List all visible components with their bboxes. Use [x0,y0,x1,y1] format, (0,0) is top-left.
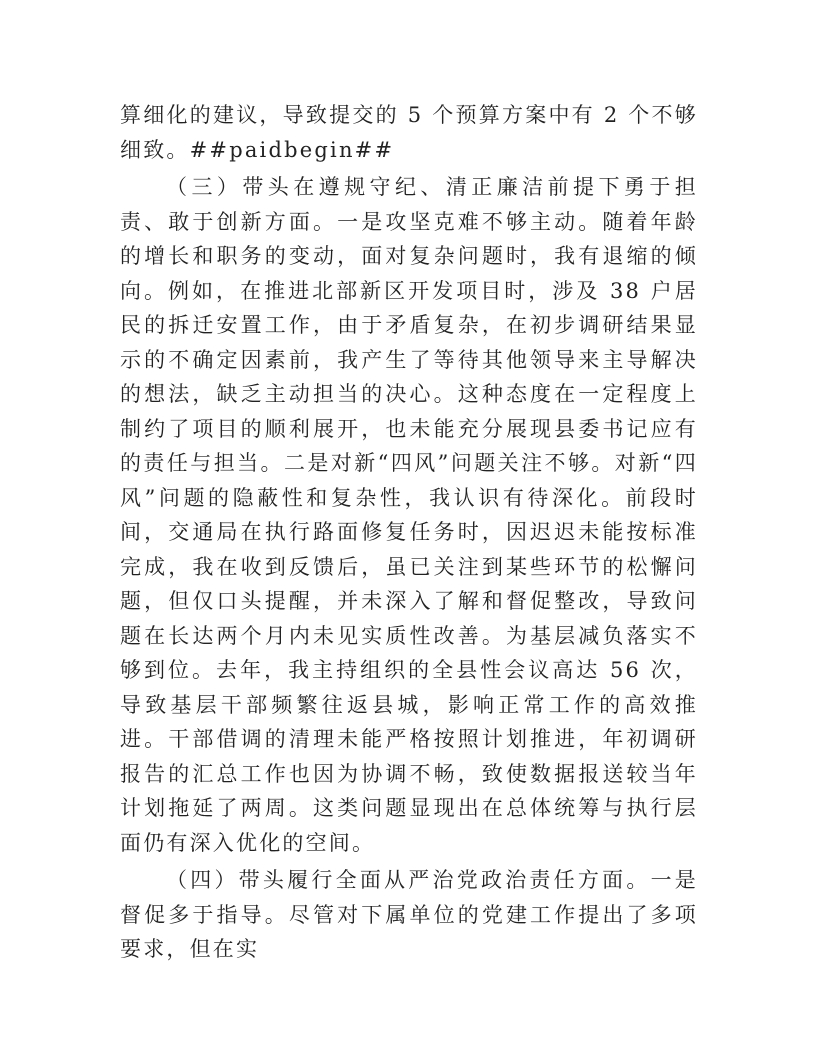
paragraph-section-four: （四）带头履行全面从严治党政治责任方面。一是督促多于指导。尽管对下属单位的党建工作提出了多项要求，但在实 [120,868,698,961]
paragraph-section-three: （三）带头在遵规守纪、清正廉洁前提下勇于担责、敢于创新方面。一是攻坚克难不够主动。随着年龄的增长和职务的变动，面对复杂问题时，我有退缩的倾向。例如，在推进北部新区开发项目时，涉及 38 户居民的拆迁安置工作，由于矛盾复杂，在初步调研结果显示的不确定因素前，我产生了等待其他领导来主导解决的想法，缺乏主动担当的决心。这种态度在一定程度上制约了项目的顺利展开，也未能充分展现县委书记应有的责任与担当。二是对新“四风”问题关注不够。对新“四风”问题的隐蔽性和复杂性，我认识有待深化。前段时间，交通局在执行路面修复任务时，因迟迟未能按标准完成，我在收到反馈后，虽已关注到某些环节的松懈问题，但仅口头提醒，并未深入了解和督促整改，导致问题在长达两个月内未见实质性改善。为基层减负落实不够到位。去年，我主持组织的全县性会议高达 56 次，导致基层干部频繁往返县城，影响正常工作的高效推进。干部借调的清理未能严格按照计划推进，年初调研报告的汇总工作也因为协调不畅，致使数据报送较当年计划拖延了两周。这类问题显现出在总体统筹与执行层面仍有深入优化的空间。 [120,175,698,855]
document-body [120,98,698,967]
paragraph-budget-continuation: 算细化的建议，导致提交的 5 个预算方案中有 2 个不够细致。##paidbegin## [120,103,698,162]
